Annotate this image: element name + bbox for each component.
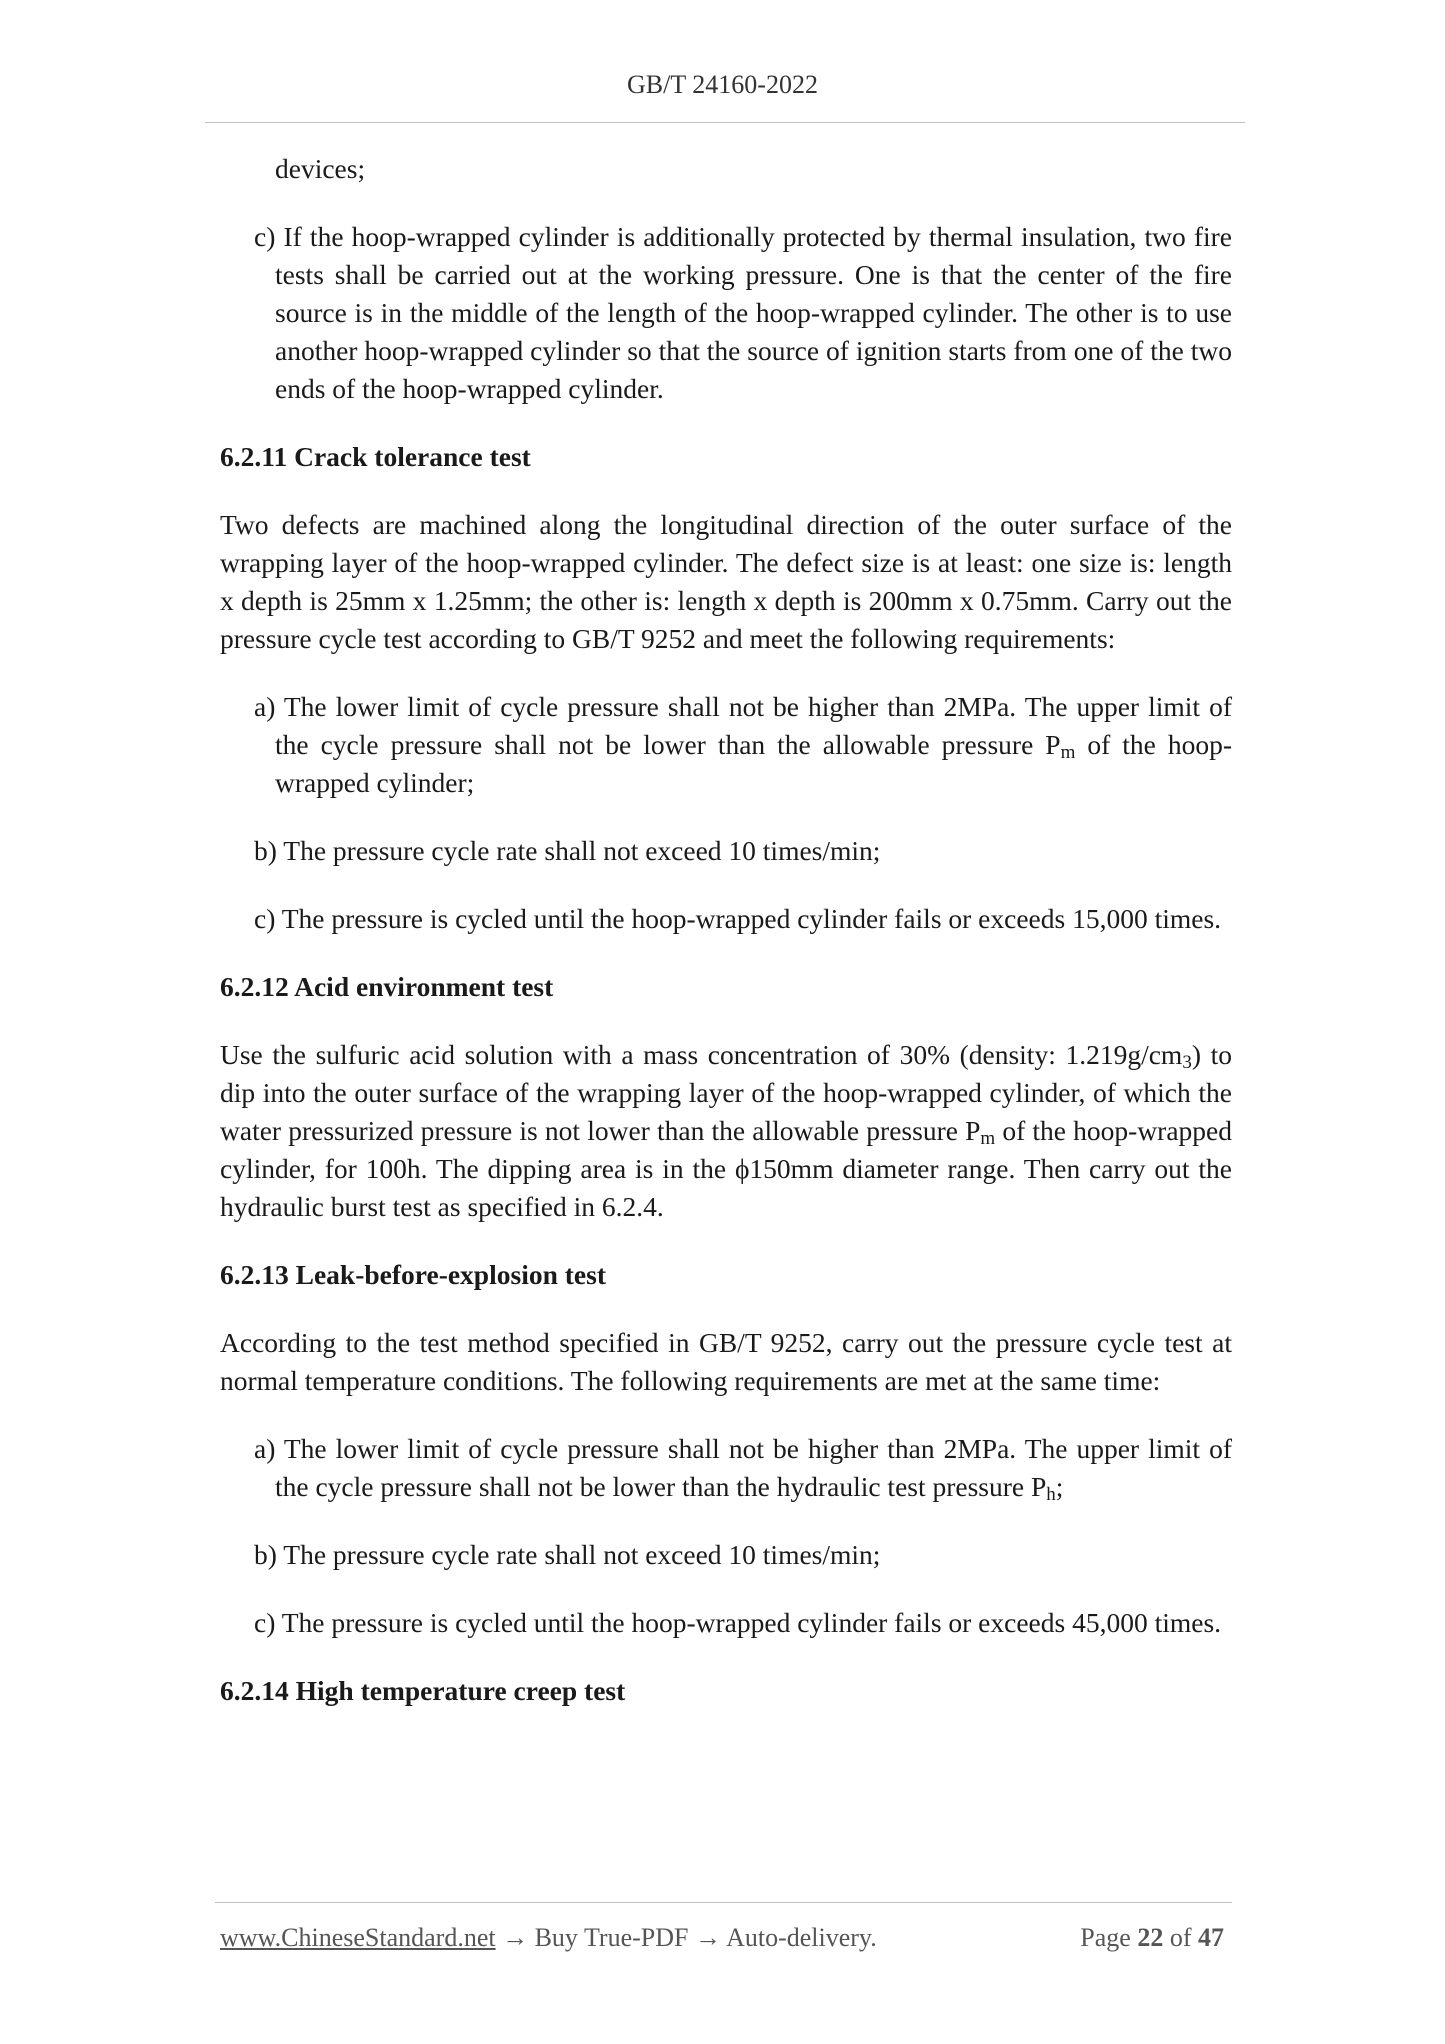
list-item-a-leak: a) The lower limit of cycle pressure shall not be higher than 2MPa. The upper limit of the cycle pressure shall not be lower than the hydraulic test pressure $P_h$; bbox=[254, 1433, 1232, 1505]
list-item-c-leak: c) The pressure is cycled until the hoop-wrapped cylinder fails or exceeds 45,000 times. bbox=[254, 1607, 1222, 1638]
document-header bbox=[0, 70, 1445, 100]
section-heading-6-2-11: 6.2.11 Crack tolerance test bbox=[220, 441, 531, 472]
arrow-right-icon: → bbox=[688, 1923, 727, 1952]
section-heading-6-2-14: 6.2.14 High temperature creep test bbox=[220, 1675, 626, 1706]
list-item-b-crack: b) The pressure cycle rate shall not exceed 10 times/min; bbox=[254, 835, 881, 866]
paragraph-leak-before-explosion: According to the test method specified in GB/T 9252, carry out the pressure cycle test at normal temperature conditions. The following requirements are met at the same time: bbox=[220, 1327, 1232, 1396]
paragraph-crack-tolerance: Two defects are machined along the longitudinal direction of the outer surface of the wrapping layer of the hoop-wrapped cylinder. The defect size is at least: one size is: length x depth is 25mm x 1.25mm; the other is: length x depth is 200mm x 0.75mm. Carry out the pressure cycle test according to GB/T 9252 and meet the following requirements: bbox=[220, 509, 1232, 654]
website-link[interactable]: www.ChineseStandard.net bbox=[220, 1923, 496, 1952]
buy-pdf-text: Buy True-PDF bbox=[534, 1923, 689, 1952]
list-item-c-fire-test: c) If the hoop-wrapped cylinder is additionally protected by thermal insulation, two fire tests shall be carried out at the working pressure. One is that the center of the fire source is in the middle of the length of the hoop-wrapped cylinder. The other is to use another hoop-wrapped cylinder so that the source of ignition starts from one of the two ends of the hoop-wrapped cylinder. bbox=[254, 221, 1232, 404]
paragraph-acid-environment: Use the sulfuric acid solution with a mass concentration of 30% (density: $1.219g/cm_3$) to dip into the outer surface of the wrapping layer of the hoop-wrapped cylinder, of which the water pressurized pressure is not lower than the allowable pressure $P_m$ of the hoop-wrapped cylinder, for 100h. The dipping area is in the ϕ150mm diameter range. Then carry out the hydraulic burst test as specified in 6.2.4. bbox=[220, 1039, 1232, 1222]
footer-divider bbox=[215, 1902, 1232, 1903]
list-item-b-leak: b) The pressure cycle rate shall not exceed 10 times/min; bbox=[254, 1539, 881, 1570]
page-body bbox=[220, 150, 1232, 1740]
page-footer bbox=[220, 1918, 1232, 1958]
section-heading-6-2-13: 6.2.13 Leak-before-explosion test bbox=[220, 1259, 606, 1290]
arrow-right-icon: → bbox=[495, 1923, 535, 1952]
header-divider bbox=[205, 122, 1245, 123]
auto-delivery-text: Auto-delivery. bbox=[726, 1923, 877, 1952]
continued-text: devices; bbox=[275, 153, 366, 184]
standard-number: GB/T 24160-2022 bbox=[627, 70, 818, 99]
section-heading-6-2-12: 6.2.12 Acid environment test bbox=[220, 971, 554, 1002]
page-number: Page 22 of 47 bbox=[1080, 1923, 1224, 1952]
list-item-c-crack: c) The pressure is cycled until the hoop-wrapped cylinder fails or exceeds 15,000 times. bbox=[254, 903, 1222, 934]
list-item-a-crack: a) The lower limit of cycle pressure shall not be higher than 2MPa. The upper limit of the cycle pressure shall not be lower than the allowable pressure $P_m$ of the hoop-wrapped cylinder; bbox=[254, 691, 1232, 798]
